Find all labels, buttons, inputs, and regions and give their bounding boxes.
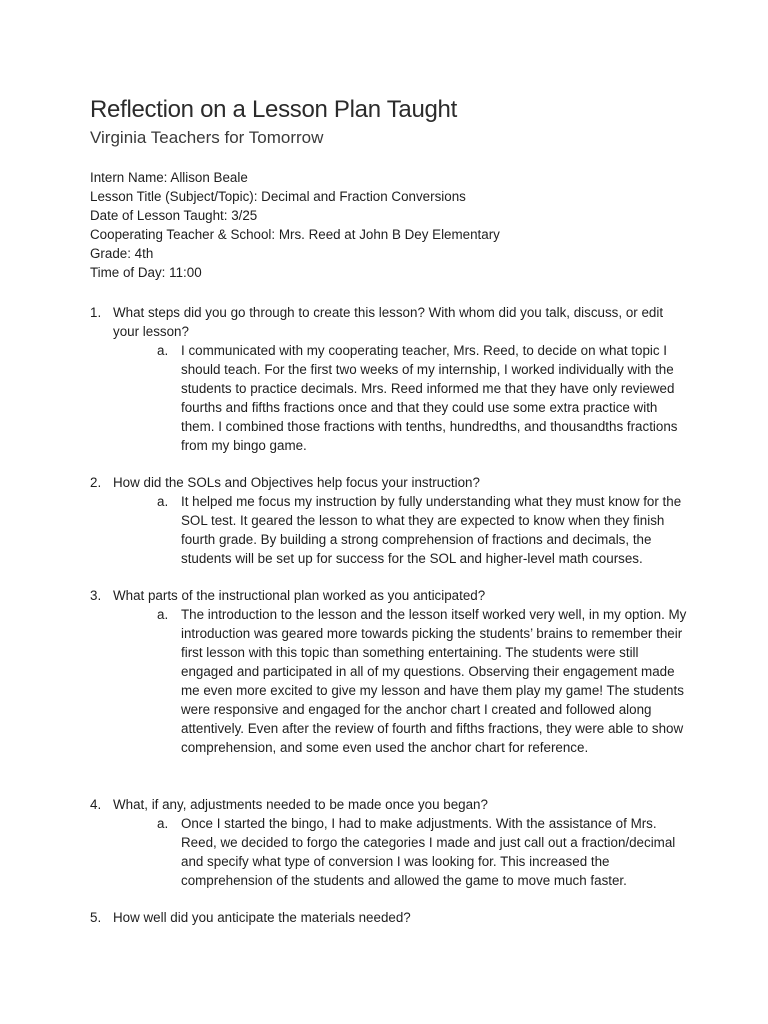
intern-name: Intern Name: Allison Beale bbox=[90, 170, 248, 185]
page-title: Reflection on a Lesson Plan Taught bbox=[90, 96, 457, 123]
answer bbox=[90, 492, 690, 568]
question-text: How well did you anticipate the materials needed? bbox=[113, 910, 411, 925]
answer-text: Once I started the bingo, I had to make adjustments. With the assistance of Mrs. Reed, we decided to forgo the categories I made and just call out a fraction/decimal and specify what type of conversion I was looking for. This increased the comprehension of the students and allowed the game to move much faster. bbox=[181, 816, 676, 888]
page-subtitle: Virginia Teachers for Tomorrow bbox=[90, 128, 324, 147]
question-2 bbox=[90, 473, 690, 568]
cooperating-teacher: Cooperating Teacher & School: Mrs. Reed at John B Dey Elementary bbox=[90, 227, 500, 242]
question-number: 3. bbox=[90, 588, 102, 603]
answer bbox=[90, 605, 690, 757]
answer-letter: a. bbox=[157, 343, 169, 358]
answer bbox=[90, 341, 690, 455]
question-3 bbox=[90, 586, 690, 757]
answer-text: The introduction to the lesson and the lesson itself worked very well, in my option. My introduction was geared more towards picking the students’ brains to remember their first lesson with this topic than something entertaining. The students were still engaged and participated in all of my questions. Observing their engagement made me even more excited to give my lesson and have them play my game! The students were responsive and engaged for the anchor chart I created and followed along attentively. Even after the review of fourth and fifths fractions, they were able to show comprehension, and some even used the anchor chart for reference. bbox=[181, 607, 687, 755]
answer-text: It helped me focus my instruction by fully understanding what they must know for the SOL test. It geared the lesson to what they are expected to know when they finish fourth grade. By building a strong comprehension of fractions and decimals, the students will be set up for success for the SOL and higher-level math courses. bbox=[181, 494, 682, 566]
time-of-day: Time of Day: 11:00 bbox=[90, 265, 202, 280]
question-5 bbox=[90, 908, 690, 927]
question-number: 2. bbox=[90, 475, 102, 490]
lesson-date: Date of Lesson Taught: 3/25 bbox=[90, 208, 258, 223]
answer bbox=[90, 814, 690, 890]
answer-letter: a. bbox=[157, 607, 169, 622]
question-number: 5. bbox=[90, 910, 102, 925]
lesson-info bbox=[90, 168, 690, 282]
grade: Grade: 4th bbox=[90, 246, 154, 261]
question-text: What parts of the instructional plan worked as you anticipated? bbox=[113, 588, 486, 603]
question-text: What steps did you go through to create this lesson? With whom did you talk, discuss, or edit your lesson? bbox=[113, 305, 664, 339]
question-text: What, if any, adjustments needed to be made once you began? bbox=[113, 797, 488, 812]
question-4 bbox=[90, 795, 690, 890]
answer-text: I communicated with my cooperating teacher, Mrs. Reed, to decide on what topic I should teach. For the first two weeks of my internship, I worked individually with the students to practice decimals. Mrs. Reed informed me that they have only reviewed fourths and fifths fractions once and that they could use some extra practice with them. I combined those fractions with tenths, hundredths, and thousandths fractions from my bingo game. bbox=[181, 343, 678, 453]
question-1 bbox=[90, 303, 690, 455]
answer-letter: a. bbox=[157, 494, 169, 509]
question-number: 4. bbox=[90, 797, 102, 812]
question-text: How did the SOLs and Objectives help focus your instruction? bbox=[113, 475, 480, 490]
lesson-title: Lesson Title (Subject/Topic): Decimal and Fraction Conversions bbox=[90, 189, 466, 204]
answer-letter: a. bbox=[157, 816, 169, 831]
question-number: 1. bbox=[90, 305, 102, 320]
